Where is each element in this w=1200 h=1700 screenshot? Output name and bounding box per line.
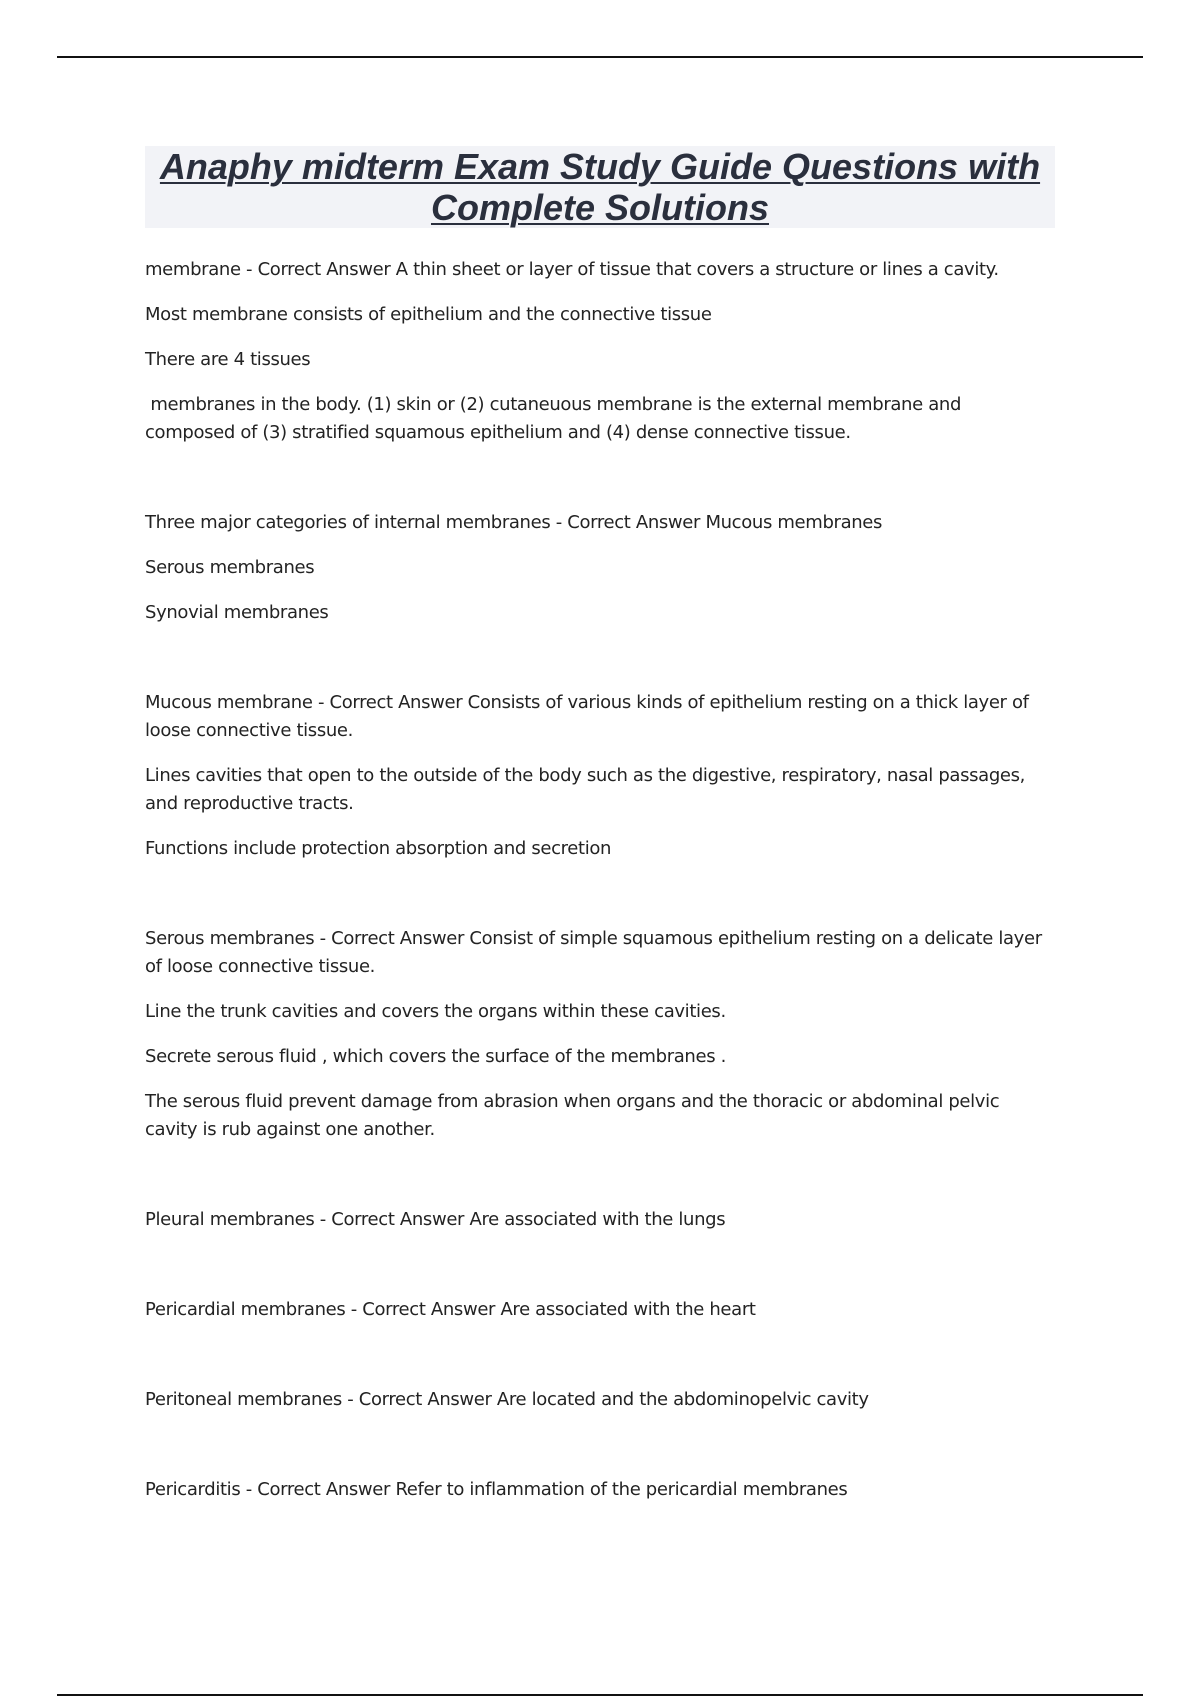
document-title <box>145 146 1055 228</box>
paragraph-pericarditis: Pericarditis - Correct Answer Refer to inflammation of the pericardial membranes <box>145 1479 848 1500</box>
paragraph-mucous-lines-cavities: Lines cavities that open to the outside of the body such as the digestive, respiratory, nasal passages, and reproductive tracts. <box>145 765 1026 814</box>
bottom-rule <box>57 1694 1143 1696</box>
paragraph-mucous-functions: Functions include protection absorption and secretion <box>145 838 612 859</box>
top-rule <box>57 56 1143 58</box>
title-line-2: Complete Solutions <box>430 187 769 228</box>
title-banner <box>145 146 1055 228</box>
paragraph-pleural-membranes: Pleural membranes - Correct Answer Are associated with the lungs <box>145 1209 726 1230</box>
paragraph-membranes-in-body: membranes in the body. (1) skin or (2) cutaneuous membrane is the external membrane and composed of (3) stratified squamous epithelium and (4) dense connective tissue. <box>145 394 967 443</box>
paragraph-serous-fluid-protection: The serous fluid prevent damage from abrasion when organs and the thoracic or abdominal pelvic cavity is rub against one another. <box>145 1091 1000 1140</box>
paragraph-four-tissues: There are 4 tissues <box>145 349 311 370</box>
paragraph-synovial-membranes-item: Synovial membranes <box>145 602 329 623</box>
paragraph-serous-fluid: Secrete serous fluid , which covers the surface of the membranes . <box>145 1046 726 1067</box>
paragraph-mucous-membrane: Mucous membrane - Correct Answer Consists of various kinds of epithelium resting on a thick layer of loose connective tissue. <box>145 692 1029 741</box>
paragraph-internal-membranes: Three major categories of internal membranes - Correct Answer Mucous membranes <box>145 512 883 533</box>
paragraph-pericardial-membranes: Pericardial membranes - Correct Answer Are associated with the heart <box>145 1299 756 1320</box>
paragraph-membrane-definition: membrane - Correct Answer A thin sheet or layer of tissue that covers a structure or lines a cavity. <box>145 259 999 280</box>
title-line-1: Anaphy midterm Exam Study Guide Questions with <box>159 146 1041 187</box>
paragraph-peritoneal-membranes: Peritoneal membranes - Correct Answer Are located and the abdominopelvic cavity <box>145 1389 869 1410</box>
paragraph-serous-membranes-item: Serous membranes <box>145 557 315 578</box>
paragraph-membrane-composition: Most membrane consists of epithelium and the connective tissue <box>145 304 712 325</box>
paragraph-serous-membranes: Serous membranes - Correct Answer Consist of simple squamous epithelium resting on a delicate layer of loose connective tissue. <box>145 928 1042 977</box>
document-body <box>145 256 1050 1521</box>
paragraph-serous-line-trunk: Line the trunk cavities and covers the organs within these cavities. <box>145 1001 726 1022</box>
